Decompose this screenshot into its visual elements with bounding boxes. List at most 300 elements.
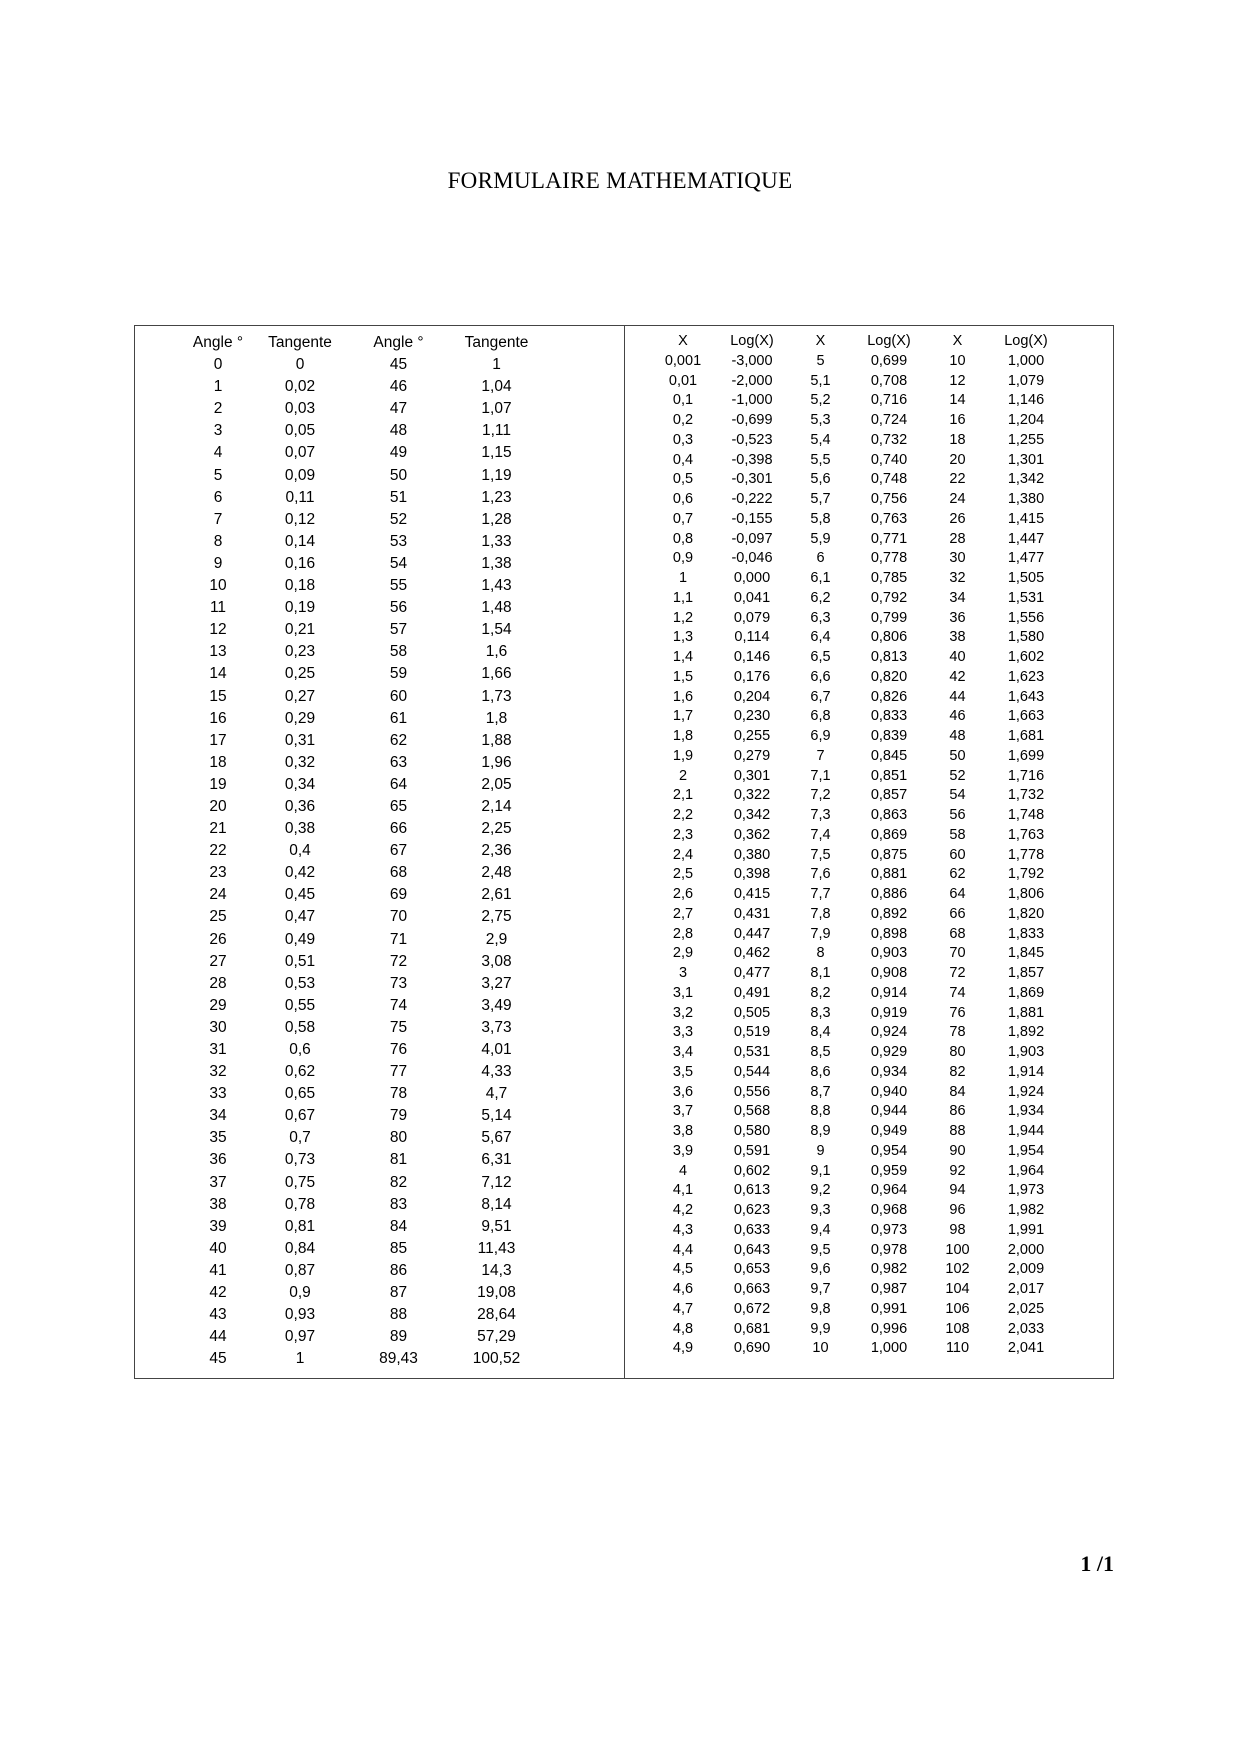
log-table-cell: 12 <box>949 372 966 389</box>
log-table-cell: 28 <box>949 530 966 547</box>
tangent-table-cell: 1,48 <box>481 599 512 617</box>
log-table-cell: 0,845 <box>870 747 908 764</box>
tangent-table-cell: 66 <box>389 820 408 838</box>
log-table-cell: 0,826 <box>870 688 908 705</box>
log-table-cell: 1,806 <box>1007 886 1045 902</box>
tangent-table-cell: 0,31 <box>284 731 316 749</box>
log-table-cell: 8,4 <box>810 1024 831 1041</box>
tangent-table-row <box>177 553 537 575</box>
log-table-row <box>651 905 1063 925</box>
tangent-table-cell: 72 <box>389 952 408 970</box>
tangent-table-cell: 0,34 <box>284 775 316 793</box>
tangent-table-cell: 36 <box>209 1151 227 1169</box>
log-table-cell: 0,362 <box>733 826 771 843</box>
tangent-table-cell: 41 <box>209 1261 227 1279</box>
tangent-table-row <box>177 818 537 840</box>
tangent-table-row <box>177 1216 537 1238</box>
tangent-table-row <box>177 1061 537 1083</box>
log-table-cell: 76 <box>949 1004 966 1021</box>
log-table-cell: 1,903 <box>1007 1044 1045 1060</box>
log-table-row <box>651 885 1063 905</box>
log-table-cell: 80 <box>949 1044 966 1060</box>
log-table-cell: 1,934 <box>1007 1103 1045 1120</box>
tangent-table-row <box>177 730 537 752</box>
tangent-table-row <box>177 973 537 995</box>
log-table-row <box>651 846 1063 866</box>
log-table-cell: 0,6 <box>672 491 694 507</box>
tangent-table-cell: 1,23 <box>481 488 512 506</box>
log-table-cell: 0,851 <box>870 767 908 784</box>
tangent-table-cell: 0,29 <box>284 709 316 727</box>
log-table-cell: 0,2 <box>672 412 694 428</box>
tangent-table-row <box>177 575 537 597</box>
log-table-cell: 7,4 <box>810 826 831 843</box>
log-table-cell: 1,973 <box>1007 1182 1045 1199</box>
log-table-cell: 0,4 <box>672 451 694 468</box>
tangent-table-cell: 33 <box>209 1085 227 1103</box>
log-table-cell: 0,398 <box>733 866 771 883</box>
tangent-table-cell: 75 <box>389 1018 408 1036</box>
log-table-cell: 0,255 <box>733 728 771 744</box>
tangent-table-row <box>177 531 537 553</box>
log-table-cell: 0,964 <box>870 1182 908 1199</box>
log-table-cell: 0,7 <box>672 510 694 527</box>
tangent-table-cell: 0,25 <box>284 665 316 683</box>
tangent-table-row <box>177 752 537 774</box>
log-table-cell: 2,5 <box>672 866 694 883</box>
tangent-table-body <box>177 354 537 1370</box>
tangent-table-cell: 19,08 <box>477 1284 516 1302</box>
page-title: FORMULAIRE MATHEMATIQUE <box>447 168 793 193</box>
log-table-row <box>651 411 1063 431</box>
tangent-table-row <box>177 487 537 509</box>
log-table-row <box>651 747 1063 767</box>
log-table-cell: 0,756 <box>870 491 908 507</box>
tangent-table-cell: 89 <box>389 1328 408 1346</box>
tangent-table-row <box>177 354 537 376</box>
log-table-cell: 52 <box>949 767 966 784</box>
log-table-row <box>651 530 1063 550</box>
log-table-body <box>651 352 1063 1359</box>
log-table-cell: 0,892 <box>870 905 908 922</box>
tangent-table-cell: 2,48 <box>481 864 512 882</box>
tangent-table-cell: 26 <box>209 930 227 948</box>
tangent-table-cell: 0,51 <box>284 952 316 970</box>
log-table-cell: 2,041 <box>1007 1340 1045 1357</box>
log-table-cell: 0,903 <box>870 945 908 962</box>
log-table-cell: 9 <box>816 1142 825 1159</box>
log-table-cell: 1,833 <box>1007 925 1045 942</box>
log-table-cell: 16 <box>949 412 966 428</box>
log-table-cell: 1,8 <box>672 728 694 744</box>
tangent-table-cell: 4 <box>213 444 223 462</box>
log-table-cell: 0,114 <box>734 629 770 646</box>
tangent-table-cell: 56 <box>389 599 408 617</box>
log-table-row <box>651 628 1063 648</box>
log-table-cell: 5,4 <box>810 431 831 448</box>
tangent-table-cell: 17 <box>209 731 227 749</box>
log-table-cell: 1,531 <box>1007 589 1045 606</box>
log-table-cell: 1,7 <box>672 708 694 725</box>
log-table-cell: 0,919 <box>870 1004 908 1021</box>
log-table-cell: 2,7 <box>672 905 694 922</box>
log-header-cell: Log(X) <box>730 333 774 349</box>
log-table-cell: 0,944 <box>870 1103 908 1120</box>
log-table-cell: 1,204 <box>1007 412 1045 428</box>
tangent-table-cell: 0,07 <box>284 444 316 462</box>
log-table-cell: 1,954 <box>1007 1142 1045 1159</box>
tangent-table-cell: 5,14 <box>481 1107 512 1125</box>
tangent-table-cell: 1,54 <box>481 621 512 639</box>
log-table-row <box>651 786 1063 806</box>
tangent-table-cell: 52 <box>389 510 408 528</box>
log-table-cell: 6,2 <box>810 589 831 606</box>
log-table-cell: 40 <box>949 649 966 665</box>
log-table-cell: 0,724 <box>870 412 908 428</box>
log-table-row <box>651 431 1063 451</box>
tangent-table-cell: 0,14 <box>284 532 316 550</box>
log-table-cell: 0,079 <box>733 609 771 626</box>
tangent-table-row <box>177 686 537 708</box>
log-table-cell: 0,041 <box>733 589 771 606</box>
tangent-table-cell: 0,9 <box>289 1284 311 1302</box>
log-table-row <box>651 1122 1063 1142</box>
log-table-cell: 54 <box>949 787 966 804</box>
log-table-cell: 98 <box>949 1221 966 1238</box>
tangent-table-row <box>177 862 537 884</box>
log-table-cell: 1,748 <box>1007 807 1045 823</box>
log-table-cell: 6,8 <box>810 708 831 725</box>
tangent-table-cell: 0,27 <box>284 687 316 705</box>
log-table-cell: -2,000 <box>731 372 773 389</box>
log-table-cell: 0,477 <box>733 965 771 981</box>
tangent-table-cell: 0,23 <box>284 643 316 661</box>
log-header-cell: Log(X) <box>867 333 911 349</box>
tangent-table-cell: 43 <box>209 1306 227 1324</box>
log-table-cell: 9,6 <box>810 1261 831 1278</box>
tangent-table-cell: 53 <box>389 532 408 550</box>
tangent-table-row <box>177 641 537 663</box>
log-table-cell: 0,519 <box>733 1024 771 1041</box>
log-table-cell: 1,881 <box>1007 1004 1045 1021</box>
tangent-table-cell: 35 <box>209 1129 227 1147</box>
tangent-table-cell: 0,81 <box>284 1217 316 1235</box>
tangent-table-cell: 85 <box>389 1239 408 1257</box>
tangent-table-cell: 15 <box>209 687 227 705</box>
log-table-cell: 9,3 <box>810 1202 831 1218</box>
log-table-cell: 0,987 <box>870 1281 908 1297</box>
log-table-cell: 86 <box>949 1103 966 1120</box>
log-table-cell: 1,643 <box>1007 688 1045 705</box>
tangent-table-cell: 71 <box>389 930 408 948</box>
log-table-cell: 1,3 <box>672 629 694 646</box>
log-table-cell: 8,8 <box>810 1103 831 1120</box>
tangent-table-cell: 73 <box>389 974 408 992</box>
tangent-table-cell: 2,9 <box>485 930 508 948</box>
log-table-row <box>651 944 1063 964</box>
tangent-table-cell: 50 <box>389 466 408 484</box>
log-header-row <box>651 332 1063 352</box>
log-table-cell: 0,415 <box>733 886 771 902</box>
tangent-table-cell: 40 <box>209 1239 227 1257</box>
log-table-cell: 0,690 <box>733 1340 771 1357</box>
log-table-cell: 5 <box>816 352 825 369</box>
log-table-cell: 0,806 <box>870 629 908 646</box>
tangent-header-cell: Angle ° <box>373 334 424 351</box>
log-table-cell: 0,857 <box>870 787 908 804</box>
log-table-cell: 4,7 <box>672 1300 694 1317</box>
log-table-cell: 1,2 <box>672 609 694 626</box>
log-table-cell: 0,342 <box>733 807 771 823</box>
tangent-table-cell: 3,73 <box>481 1018 512 1036</box>
log-table-cell: 1,505 <box>1007 570 1045 586</box>
tangent-table-cell: 42 <box>209 1284 227 1302</box>
log-table-cell: 10 <box>949 352 966 369</box>
log-table-cell: 0,833 <box>870 708 908 725</box>
log-table-cell: 68 <box>949 925 966 942</box>
log-table-cell: 0,949 <box>870 1123 908 1139</box>
tangent-table-cell: 0,12 <box>284 510 316 528</box>
log-table-cell: 0,633 <box>733 1221 771 1238</box>
log-table-cell: 62 <box>949 866 966 883</box>
log-table-cell: 0,954 <box>870 1142 908 1159</box>
log-table-cell: -3,000 <box>731 352 773 369</box>
tangent-table-cell: 7,12 <box>481 1173 512 1191</box>
page-number: 1 /1 <box>1080 1551 1114 1576</box>
tangent-table-cell: 11 <box>209 599 227 617</box>
tangent-table-cell: 1,19 <box>481 466 512 484</box>
log-table-cell: 0,322 <box>733 787 771 804</box>
log-table-cell: 9,8 <box>810 1300 831 1317</box>
log-table-cell: 6,6 <box>810 668 831 685</box>
log-table-cell: 66 <box>949 905 966 922</box>
log-table-row <box>651 648 1063 668</box>
tables-frame <box>134 325 1114 1379</box>
log-table-cell: 78 <box>949 1024 966 1041</box>
tangent-table-cell: 49 <box>389 444 408 462</box>
tangent-table-row <box>177 1172 537 1194</box>
log-table-cell: 22 <box>949 471 966 488</box>
log-table-cell: -0,699 <box>731 412 773 428</box>
log-header-cell: Log(X) <box>1004 333 1048 349</box>
log-table <box>651 332 1063 1359</box>
log-table-cell: 0,672 <box>733 1300 771 1317</box>
tangent-table-row <box>177 619 537 641</box>
tangent-table-cell: 9,51 <box>481 1217 512 1235</box>
log-table-cell: 0,839 <box>870 728 908 744</box>
tangent-table-row <box>177 1149 537 1171</box>
tangent-table-cell: 29 <box>209 996 227 1014</box>
tangent-table-cell: 55 <box>389 577 408 595</box>
tangent-table-cell: 78 <box>389 1085 408 1103</box>
tangent-table-cell: 0,02 <box>284 378 316 396</box>
tangent-table-cell: 61 <box>389 709 408 727</box>
log-table-cell: 58 <box>949 826 966 843</box>
log-table-row <box>651 727 1063 747</box>
log-table-cell: 36 <box>949 609 966 626</box>
tangent-table-cell: 84 <box>389 1217 408 1235</box>
log-table-cell: 6,5 <box>810 649 831 665</box>
tangent-table-row <box>177 951 537 973</box>
tangent-table-cell: 67 <box>389 842 408 860</box>
log-table-cell: 1,477 <box>1007 550 1045 567</box>
tangent-table-cell: 1 <box>213 378 223 396</box>
log-table-row <box>651 1300 1063 1320</box>
log-table-row <box>651 1201 1063 1221</box>
tangent-table-cell: 0,19 <box>284 599 316 617</box>
log-table-cell: 1,602 <box>1007 649 1045 665</box>
log-table-cell: 1,699 <box>1007 747 1045 764</box>
tangent-table-cell: 28 <box>209 974 227 992</box>
log-table-cell: 1,146 <box>1007 392 1045 409</box>
tangent-table-cell: 5,67 <box>481 1129 512 1147</box>
tangent-table-cell: 0,4 <box>289 842 311 860</box>
log-table-cell: 94 <box>949 1182 966 1199</box>
log-table-row <box>651 589 1063 609</box>
tangent-table-cell: 27 <box>209 952 227 970</box>
log-table-cell: 0,875 <box>870 846 908 863</box>
log-table-cell: 0,230 <box>733 708 771 725</box>
log-table-row <box>651 352 1063 372</box>
tangent-table-cell: 22 <box>209 842 227 860</box>
log-table-cell: 1,380 <box>1007 491 1045 507</box>
log-table-cell: 14 <box>949 392 966 409</box>
tangent-table-cell: 28,64 <box>477 1306 516 1324</box>
log-table-cell: 1,415 <box>1007 510 1045 527</box>
tangent-table-cell: 2,61 <box>481 886 512 904</box>
log-table-cell: 8,3 <box>810 1004 831 1021</box>
log-table-cell: 1,924 <box>1007 1083 1045 1100</box>
log-table-cell: 0,929 <box>870 1044 908 1060</box>
tangent-table-cell: 24 <box>209 886 227 904</box>
tangent-table-cell: 0 <box>295 356 305 374</box>
log-table-cell: 0,924 <box>870 1024 908 1041</box>
log-table-cell: 0,982 <box>870 1261 908 1278</box>
log-table-cell: 0,279 <box>733 747 771 764</box>
tangent-table-cell: 3,08 <box>481 952 512 970</box>
log-table-cell: 0,716 <box>870 392 908 409</box>
log-table-cell: 4,3 <box>672 1221 694 1238</box>
log-table-cell: -0,097 <box>731 530 773 547</box>
log-table-cell: 4,5 <box>672 1261 694 1278</box>
log-table-row <box>651 1181 1063 1201</box>
log-table-cell: 2,3 <box>672 826 694 843</box>
log-table-cell: 4,8 <box>672 1320 694 1337</box>
log-table-cell: 0,785 <box>870 570 908 586</box>
tangent-header-cell: Tangente <box>464 334 529 351</box>
log-table-cell: 18 <box>949 431 966 448</box>
log-table-cell: 0,591 <box>733 1142 771 1159</box>
log-table-cell: 0,881 <box>870 866 908 883</box>
tangent-table-cell: 0,53 <box>284 974 316 992</box>
tangent-table-cell: 21 <box>209 820 227 838</box>
log-table-cell: 3,3 <box>672 1024 694 1041</box>
log-table-cell: 0,748 <box>870 471 908 488</box>
log-table-cell: 0,978 <box>870 1241 908 1258</box>
log-table-cell: 0,863 <box>870 807 908 823</box>
log-table-cell: 0,973 <box>870 1221 908 1238</box>
tangent-table-row <box>177 840 537 862</box>
tangent-table-cell: 2,05 <box>481 775 512 793</box>
tangent-table-cell: 18 <box>209 753 227 771</box>
log-table-cell: 0,9 <box>672 550 694 567</box>
tangent-table-cell: 10 <box>209 577 227 595</box>
log-table-cell: 1,301 <box>1007 451 1045 468</box>
tangent-table-row <box>177 1039 537 1061</box>
tangent-table-cell: 57,29 <box>477 1328 516 1346</box>
log-table-cell: 88 <box>949 1123 966 1139</box>
tangent-table-cell: 3,27 <box>481 974 512 992</box>
tangent-table-cell: 1 <box>295 1350 305 1368</box>
log-table-cell: 6,9 <box>810 728 831 744</box>
log-table-cell: 38 <box>949 629 966 646</box>
tangent-table-cell: 0,45 <box>284 886 316 904</box>
log-table-cell: 1 <box>678 570 688 586</box>
log-table-cell: 3,1 <box>672 984 694 1001</box>
log-table-cell: 3,5 <box>672 1063 694 1080</box>
log-table-row <box>651 1221 1063 1241</box>
log-table-row <box>651 688 1063 708</box>
tangent-table-cell: 20 <box>209 797 227 815</box>
log-table-cell: 1,857 <box>1007 965 1045 981</box>
tangent-table-row <box>177 1260 537 1282</box>
log-table-cell: 0,732 <box>870 431 908 448</box>
log-table-row <box>651 372 1063 392</box>
tangent-table-cell: 0,42 <box>284 864 316 882</box>
tangent-table-cell: 1,6 <box>485 643 508 661</box>
log-table-cell: 9,2 <box>810 1182 831 1199</box>
log-table-row <box>651 1339 1063 1359</box>
tangent-table-cell: 6 <box>213 488 223 506</box>
log-table-cell: 1,991 <box>1007 1221 1045 1238</box>
log-table-cell: 74 <box>949 984 966 1001</box>
log-table-row <box>651 1004 1063 1024</box>
tangent-table-cell: 79 <box>389 1107 408 1125</box>
tangent-table-cell: 0 <box>213 356 223 374</box>
log-table-cell: 9,1 <box>810 1162 831 1179</box>
tangent-table-row <box>177 1017 537 1039</box>
log-table-cell: -0,523 <box>731 431 773 448</box>
log-table-cell: 9,7 <box>810 1281 831 1297</box>
log-table-cell: 0,8 <box>672 530 694 547</box>
log-table-row <box>651 451 1063 471</box>
log-table-row <box>651 865 1063 885</box>
tangent-table-cell: 4,33 <box>481 1063 512 1081</box>
log-table-cell: 4,4 <box>672 1241 694 1258</box>
tangent-table-cell: 45 <box>389 356 408 374</box>
tangent-table-cell: 0,97 <box>284 1328 316 1346</box>
log-table-cell: 7,8 <box>810 905 831 922</box>
log-table-cell: 5,7 <box>810 491 831 507</box>
tangent-table-cell: 0,18 <box>284 577 316 595</box>
log-table-row <box>651 1102 1063 1122</box>
log-table-cell: 0,914 <box>870 984 908 1001</box>
tangent-table-cell: 44 <box>209 1328 227 1346</box>
log-table-row <box>651 964 1063 984</box>
tangent-table-cell: 48 <box>389 422 408 440</box>
log-table-cell: 3,6 <box>672 1083 694 1100</box>
log-table-cell: 9,5 <box>810 1241 831 1258</box>
tangent-table-row <box>177 708 537 730</box>
log-table-cell: 104 <box>945 1281 970 1297</box>
tangent-table-cell: 1,8 <box>485 709 508 727</box>
tangent-table-cell: 3,49 <box>481 996 512 1014</box>
tangent-table-cell: 1,73 <box>481 687 512 705</box>
log-table-cell: 102 <box>945 1261 970 1278</box>
log-table-cell: 6,7 <box>810 688 831 705</box>
tangent-table-cell: 0,09 <box>284 466 316 484</box>
log-table-cell: 3,9 <box>672 1142 694 1159</box>
